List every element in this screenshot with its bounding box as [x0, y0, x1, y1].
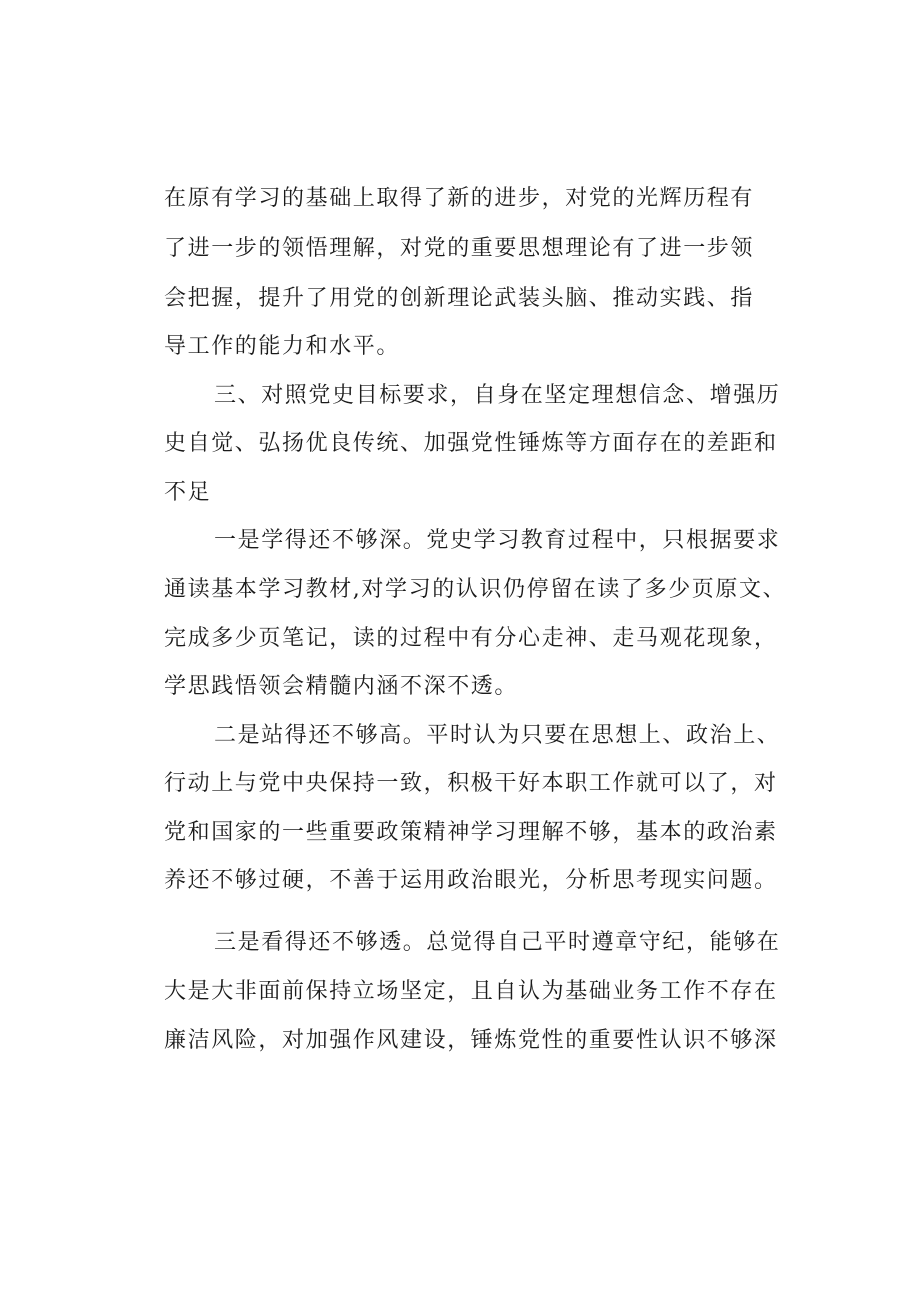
text-line: 在原有学习的基础上取得了新的进步，对党的光辉历程有 — [164, 186, 755, 211]
text-line: 廉洁风险，对加强作风建设，锤炼党性的重要性认识不够深 — [164, 1028, 778, 1053]
text-line: 三是看得还不够透。总觉得自己平时遵章守纪，能够在 — [214, 930, 781, 955]
text-line: 一是学得还不够深。党史学习教育过程中，只根据要求 — [214, 528, 781, 553]
text-line: 完成多少页笔记，读的过程中有分心走神、走马观花现象， — [164, 626, 778, 651]
text-line: 导工作的能力和水平。 — [164, 334, 401, 359]
text-line: 党和国家的一些重要政策精神学习理解不够，基本的政治素 — [164, 820, 778, 845]
text-line: 行动上与党中央保持一致，积极干好本职工作就可以了，对 — [164, 771, 778, 796]
text-line: 二是站得还不够高。平时认为只要在思想上、政治上、 — [214, 723, 781, 748]
text-line: 三、对照党史目标要求，自身在坚定理想信念、增强历 — [214, 383, 781, 408]
text-line: 不足 — [164, 480, 212, 505]
text-line: 通读基本学习教材,对学习的认识仍停留在读了多少页原文、 — [164, 577, 787, 602]
text-line: 学思践悟领会精髓内涵不深不透。 — [164, 674, 519, 699]
text-line: 养还不够过硬，不善于运用政治眼光，分析思考现实问题。 — [164, 868, 778, 893]
text-line: 大是大非面前保持立场坚定，且自认为基础业务工作不存在 — [164, 979, 778, 1004]
text-line: 会把握，提升了用党的创新理论武装头脑、推动实践、指 — [164, 286, 755, 311]
text-line: 了进一步的领悟理解，对党的重要思想理论有了进一步领 — [164, 236, 755, 261]
text-line: 史自觉、弘扬优良传统、加强党性锤炼等方面存在的差距和 — [164, 431, 778, 456]
